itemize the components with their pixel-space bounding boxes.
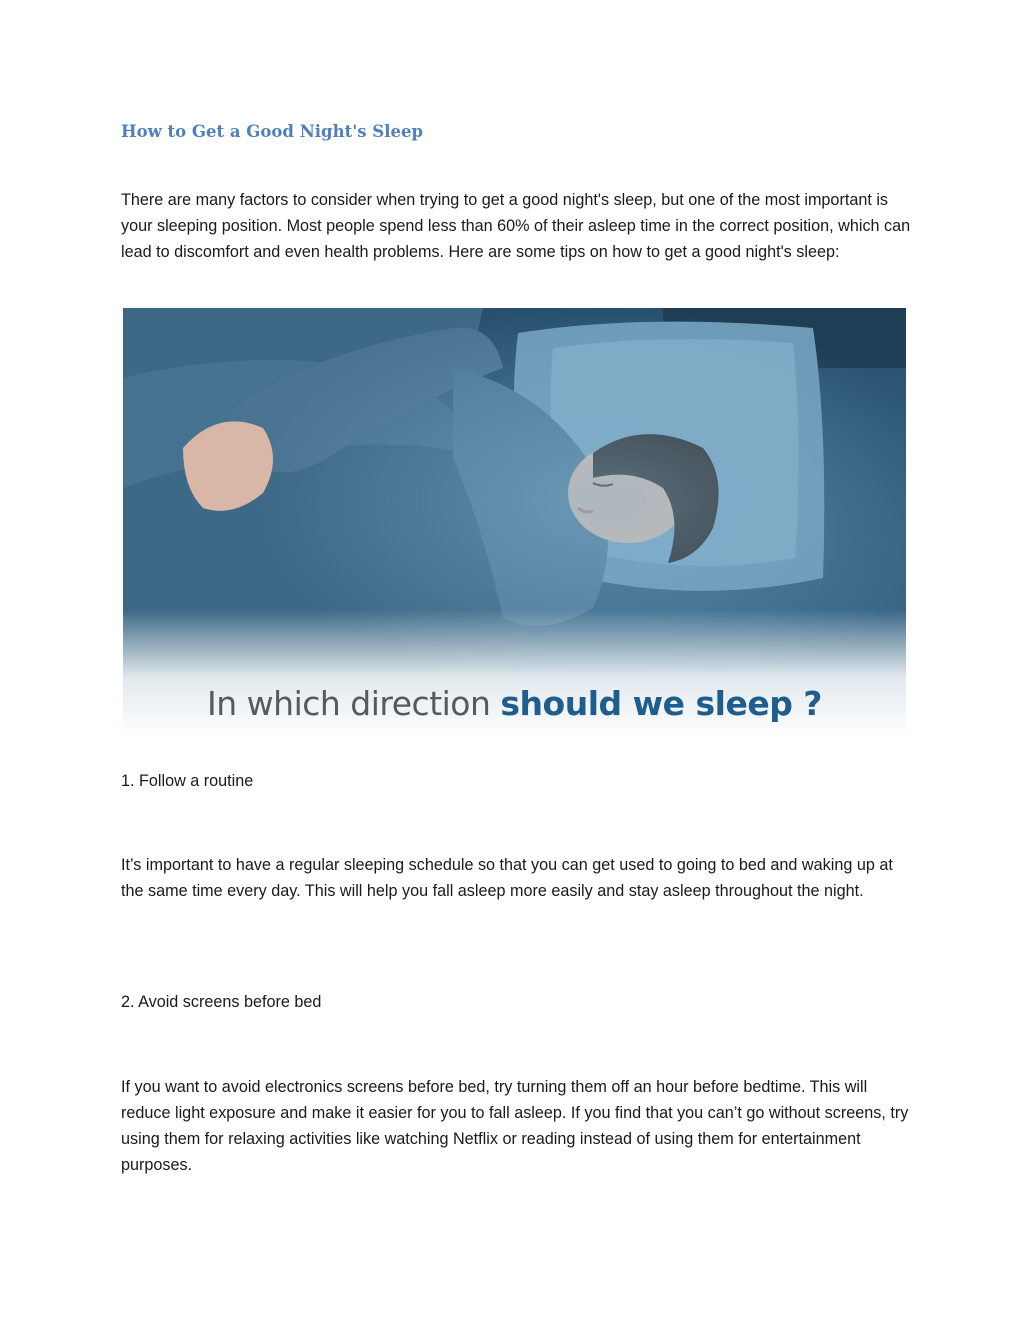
hero-caption-light: In which direction (207, 684, 501, 723)
hero-caption (123, 684, 906, 723)
tip-body-screens: If you want to avoid electronics screens before bed, try turning them off an hour before bedtime. This will reduce light exposure and make it easier for you to fall asleep. If you find that you can’t go without screens, try using them for relaxing activities like watching Netflix or reading instead of using them for entertainment purposes. (121, 1078, 909, 1174)
intro-paragraph: There are many factors to consider when trying to get a good night's sleep, but one of the most important is your sleeping position. Most people spend less than 60% of their asleep time in the correct position, which can lead to discomfort and even health problems. Here are some tips on how to get a good night's sleep: (121, 191, 911, 261)
sleeping-woman-illustration (123, 308, 906, 738)
hero-image (123, 308, 906, 738)
tip-heading-routine: 1. Follow a routine (121, 772, 254, 790)
hero-caption-bold: should we sleep ? (500, 684, 822, 723)
page-title: How to Get a Good Night's Sleep (121, 122, 423, 141)
tip-body-routine: It’s important to have a regular sleeping schedule so that you can get used to going to bed and waking up at the same time every day. This will help you fall asleep more easily and stay asleep throughout the night. (121, 856, 893, 900)
tip-heading-screens: 2. Avoid screens before bed (121, 993, 322, 1011)
